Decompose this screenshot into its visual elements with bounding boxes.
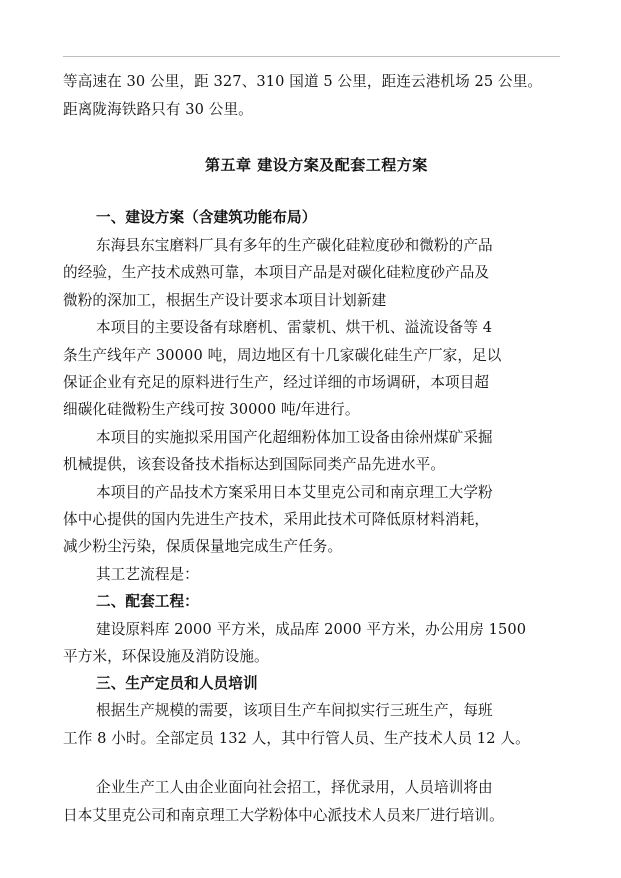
section-heading: 三、生产定员和人员培训	[96, 675, 258, 692]
body-line: 保证企业有充足的原料进行生产，经过详细的市场调研，本项目超	[63, 374, 490, 391]
body-line: 平方米，环保设施及消防设施。	[63, 648, 269, 665]
body-line: 条生产线年产 30000 吨，周边地区有十几家碳化硅生产厂家，足以	[63, 347, 502, 364]
body-line: 根据生产规模的需要，该项目生产车间拟实行三班生产，每班	[96, 702, 493, 719]
body-line: 减少粉尘污染，保质保量地完成生产任务。	[63, 538, 343, 555]
body-line: 机械提供，该套设备技术指标达到国际同类产品先进水平。	[63, 456, 446, 473]
body-line: 东海县东宝磨料厂具有多年的生产碳化硅粒度砂和微粉的产品	[96, 237, 493, 254]
body-line: 本项目的产品技术方案采用日本艾里克公司和南京理工大学粉	[96, 484, 493, 501]
body-line: 的经验，生产技术成熟可靠，本项目产品是对碳化硅粒度砂产品及	[63, 264, 490, 281]
body-line: 其工艺流程是：	[96, 566, 199, 583]
body-line: 本项目的实施拟采用国产化超细粉体加工设备由徐州煤矿采掘	[96, 429, 493, 446]
body-line: 等高速在 30 公里，距 327、310 国道 5 公里，距连云港机场 25 公里。	[63, 73, 543, 90]
body-line: 距离陇海铁路只有 30 公里。	[63, 101, 253, 118]
body-line: 建设原料库 2000 平方米，成品库 2000 平方米，办公用房 1500	[96, 621, 527, 638]
body-line: 企业生产工人由企业面向社会招工，择优录用，人员培训将由	[96, 779, 493, 796]
body-line: 体中心提供的国内先进生产技术，采用此技术可降低原材料消耗，	[63, 511, 490, 528]
chapter-title: 第五章 建设方案及配套工程方案	[205, 156, 428, 174]
body-line: 本项目的主要设备有球磨机、雷蒙机、烘干机、溢流设备等 4	[96, 319, 493, 336]
body-line: 日本艾里克公司和南京理工大学粉体中心派技术人员来厂进行培训。	[63, 807, 504, 824]
body-line: 微粉的深加工，根据生产设计要求本项目计划新建	[63, 292, 387, 309]
section-heading: 一、建设方案（含建筑功能布局）	[96, 209, 317, 226]
section-heading: 二、配套工程：	[96, 593, 199, 610]
body-line: 细碳化硅微粉生产线可按 30000 吨/年进行。	[63, 401, 360, 418]
body-line: 工作 8 小时。全部定员 132 人，其中行管人员、生产技术人员 12 人。	[63, 730, 530, 747]
